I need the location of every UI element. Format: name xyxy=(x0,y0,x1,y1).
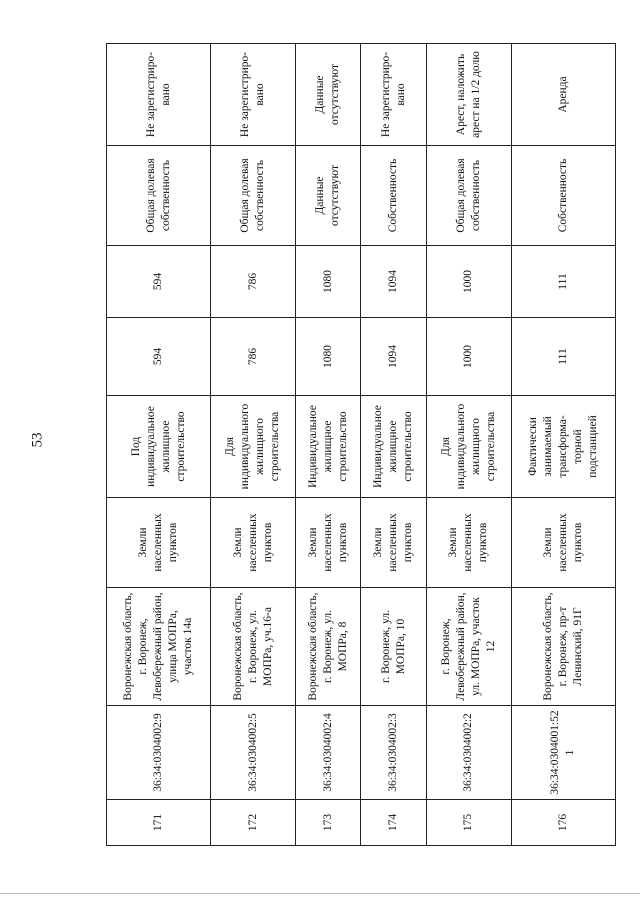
permitted-use-cell: Индивидуальное жилищное строительство xyxy=(296,396,361,498)
permitted-use-cell: Фактически занимаемый трансформа-торной подстанцией xyxy=(511,396,615,498)
address-cell: Воронежская область, г. Воронеж, ул. МОПРа, уч.16-а xyxy=(211,588,296,706)
table-row xyxy=(511,44,615,846)
cadastral-number-cell: 36:34:0304002:4 xyxy=(296,706,361,800)
cadastral-number-cell: 36:34:0304002:9 xyxy=(107,706,211,800)
address-cell: Воронежская область, г. Воронеж, Левобережный район, улица МОПРа, участок 14а xyxy=(107,588,211,706)
row-number-cell: 176 xyxy=(511,800,615,846)
table-body xyxy=(107,44,616,846)
area-cell: 1094 xyxy=(361,318,426,396)
table-row xyxy=(211,44,296,846)
area-cell-2: 1094 xyxy=(361,246,426,318)
area-cell-2: 111 xyxy=(511,246,615,318)
area-cell: 786 xyxy=(211,318,296,396)
cadastral-number-cell: 36:34:0304001:521 xyxy=(511,706,615,800)
table-row xyxy=(426,44,511,846)
table-row xyxy=(107,44,211,846)
land-category-cell: Земли населенных пунктов xyxy=(426,498,511,588)
land-category-cell: Земли населенных пунктов xyxy=(361,498,426,588)
land-category-cell: Земли населенных пунктов xyxy=(511,498,615,588)
cadastral-number-cell: 36:34:0304002:3 xyxy=(361,706,426,800)
encumbrance-cell: Арест, наложить арест на 1/2 долю xyxy=(426,44,511,146)
area-cell: 1080 xyxy=(296,318,361,396)
area-cell: 1000 xyxy=(426,318,511,396)
table-row xyxy=(296,44,361,846)
encumbrance-cell: Не зарегистриро-вано xyxy=(107,44,211,146)
ownership-cell: Данные отсутствуют xyxy=(296,146,361,246)
ownership-cell: Общая долевая собственность xyxy=(211,146,296,246)
area-cell: 594 xyxy=(107,318,211,396)
area-cell-2: 786 xyxy=(211,246,296,318)
ownership-cell: Общая долевая собственность xyxy=(426,146,511,246)
cadastral-number-cell: 36:34:0304002:2 xyxy=(426,706,511,800)
row-number-cell: 175 xyxy=(426,800,511,846)
row-number-cell: 174 xyxy=(361,800,426,846)
area-cell-2: 594 xyxy=(107,246,211,318)
table-row xyxy=(361,44,426,846)
cadastral-number-cell: 36:34:0304002:5 xyxy=(211,706,296,800)
ownership-cell: Собственность xyxy=(361,146,426,246)
land-category-cell: Земли населенных пунктов xyxy=(107,498,211,588)
encumbrance-cell: Данные отсутствуют xyxy=(296,44,361,146)
encumbrance-cell: Не зарегистриро-вано xyxy=(361,44,426,146)
land-category-cell: Земли населенных пунктов xyxy=(211,498,296,588)
permitted-use-cell: Для индивидуального жилищного строительства xyxy=(426,396,511,498)
row-number-cell: 172 xyxy=(211,800,296,846)
row-number-cell: 173 xyxy=(296,800,361,846)
encumbrance-cell: Не зарегистриро-вано xyxy=(211,44,296,146)
permitted-use-cell: Для индивидуального жилищного строительства xyxy=(211,396,296,498)
address-cell: Воронежская область, г. Воронеж, пр-т Ленинский, 91Г xyxy=(511,588,615,706)
permitted-use-cell: Под индивидуальное жилищное строительство xyxy=(107,396,211,498)
encumbrance-cell: Аренда xyxy=(511,44,615,146)
land-category-cell: Земли населенных пунктов xyxy=(296,498,361,588)
ownership-cell: Общая долевая собственность xyxy=(107,146,211,246)
address-cell: г. Воронеж, Левобережный район, ул. МОПРа, участок 12 xyxy=(426,588,511,706)
page-number: 53 xyxy=(29,432,46,448)
area-cell-2: 1000 xyxy=(426,246,511,318)
land-plots-table-wrapper xyxy=(106,44,616,846)
rotated-table-container xyxy=(106,44,616,846)
area-cell-2: 1080 xyxy=(296,246,361,318)
ownership-cell: Собственность xyxy=(511,146,615,246)
address-cell: Воронежская область, г. Воронеж, ул. МОПРа, 8 xyxy=(296,588,361,706)
area-cell: 111 xyxy=(511,318,615,396)
address-cell: г. Воронеж, ул. МОПРа, 10 xyxy=(361,588,426,706)
row-number-cell: 171 xyxy=(107,800,211,846)
permitted-use-cell: Индивидуальное жилищное строительство xyxy=(361,396,426,498)
page-bottom-rule xyxy=(0,893,640,894)
land-plots-table xyxy=(106,43,616,846)
